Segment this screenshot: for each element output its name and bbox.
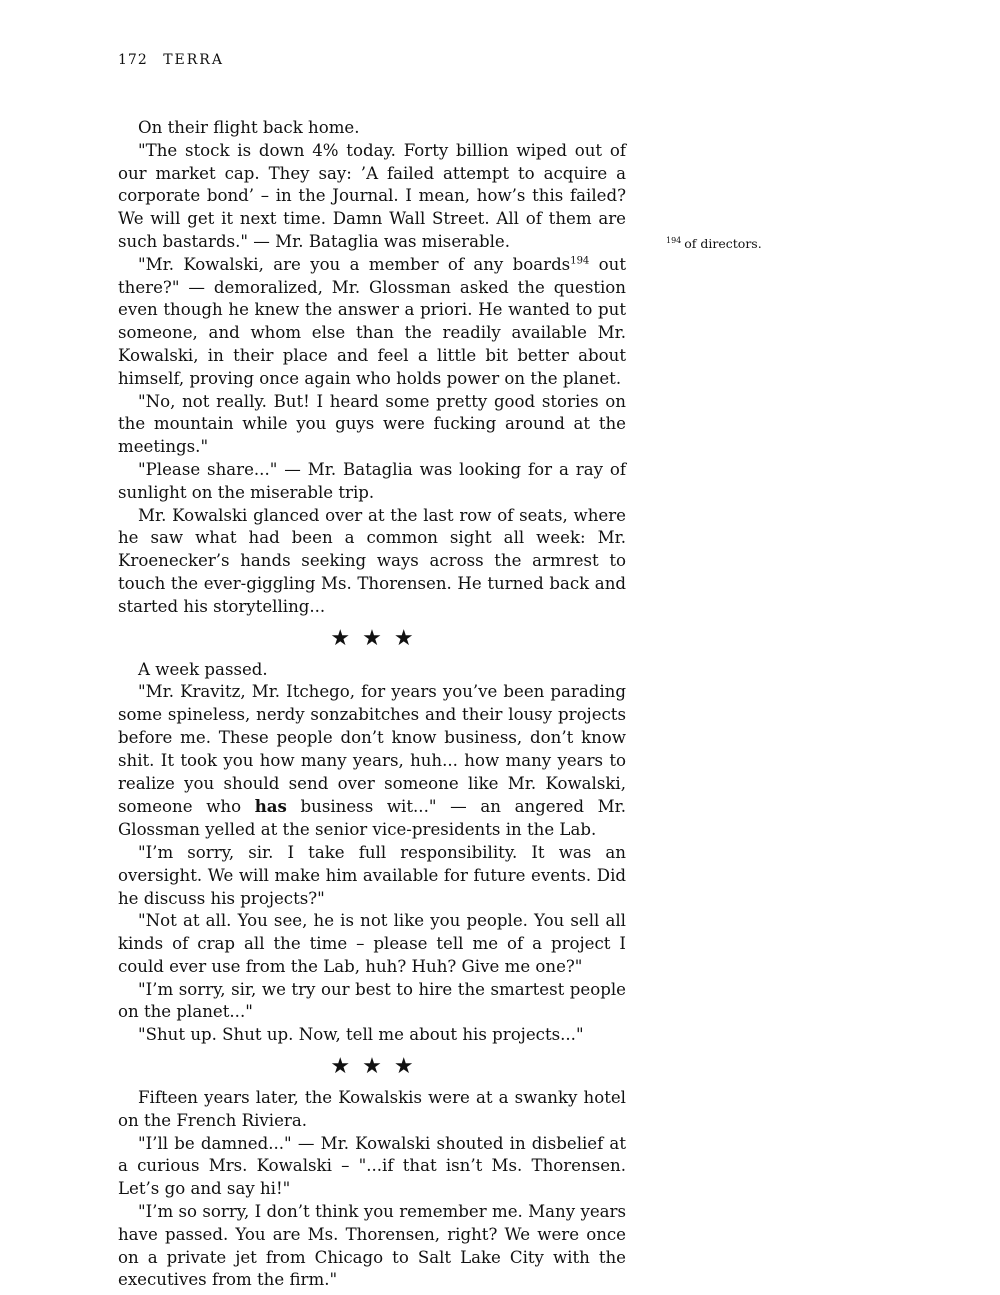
page-number: 172 [118,52,148,68]
bold-text: has [254,796,287,817]
paragraph: "The stock is down 4% today. Forty billion wiped out of our market cap. They say: ’A failed attempt to acquire a corporate bond’ – in the Journal. I mean, how’s this failed? We will get it next time. Damn Wall Street. All of them are such bastards." — Mr. Bataglia was miserable. [118,140,626,251]
paragraph: Mr. Kowalski glanced over at the last row of seats, where he saw what had been a common sight all week: Mr. Kroenecker’s hands seeking ways across the armrest to touch the ever-giggling Ms. Thorensen. He turned back and started his storytelling... [118,505,626,616]
paragraph: "I’m sorry, sir. I take full responsibility. It was an oversight. We will make him available for future events. Did he discuss his projects?" [118,842,626,908]
paragraph: "I’m sorry, sir, we try our best to hire the smartest people on the planet..." [118,979,626,1022]
paragraph: A week passed. [138,659,268,679]
paragraph: "I’ll be damned..." — Mr. Kowalski shouted in disbelief at a curious Mrs. Kowalski – "...if that isn’t Ms. Thorensen. Let’s go and say hi!" [118,1133,626,1199]
footnote-reference: 194 [570,255,590,267]
sidenote-number: 194 [666,235,682,245]
paragraph-text: "Mr. Kravitz, Mr. Itchego, for years you’ve been parading some spineless, nerdy sonzabitches and their lousy projects before me. These people don’t know business, don’t know shit. It took you how many years, huh... how many years to realize you should send over someone like Mr. Kowalski, someone who [118,682,626,817]
paragraph: On their flight back home. [138,118,360,137]
section-separator: ★★★ [330,1054,426,1080]
paragraph: "I’m so sorry, I don’t think you remember me. Many years have passed. You are Ms. Thorensen, right? We were once on a private jet from Chicago to Salt Lake City with the executives from the firm." [118,1202,626,1290]
paragraph-text: business wit..." — an angered Mr. Glossman yelled at the senior vice-presidents in the Lab. [118,797,626,840]
paragraph [118,681,626,842]
paragraph-text: "Mr. Kowalski, are you a member of any boards [138,254,571,274]
section-separator: ★★★ [330,625,426,651]
sidenote-text: of directors. [684,236,762,251]
paragraph [118,254,626,391]
body-text [118,117,626,1292]
paragraph: "Not at all. You see, he is not like you people. You sell all kinds of crap all the time – please tell me of a project I could ever use from the Lab, huh? Huh? Give me one?" [118,911,626,976]
paragraph-text: out there?" — demoralized, Mr. Glossman asked the question even though he knew the answer a priori. He wanted to put someone, and whom else than the readily available Mr. Kowalski, in their place and feel a little bit better about himself, proving once again who holds power on the planet. [118,254,626,388]
running-head [118,52,224,68]
paragraph: "Shut up. Shut up. Now, tell me about his projects..." [138,1025,584,1045]
paragraph: Fifteen years later, the Kowalskis were at a swanky hotel on the French Riviera. [118,1088,626,1130]
running-title: TERRA [163,52,224,68]
paragraph: "No, not really. But! I heard some pretty good stories on the mountain while you guys were fucking around at the meetings." [118,391,626,457]
paragraph: "Please share..." — Mr. Bataglia was looking for a ray of sunlight on the miserable trip. [118,459,626,502]
sidenote [666,236,762,252]
